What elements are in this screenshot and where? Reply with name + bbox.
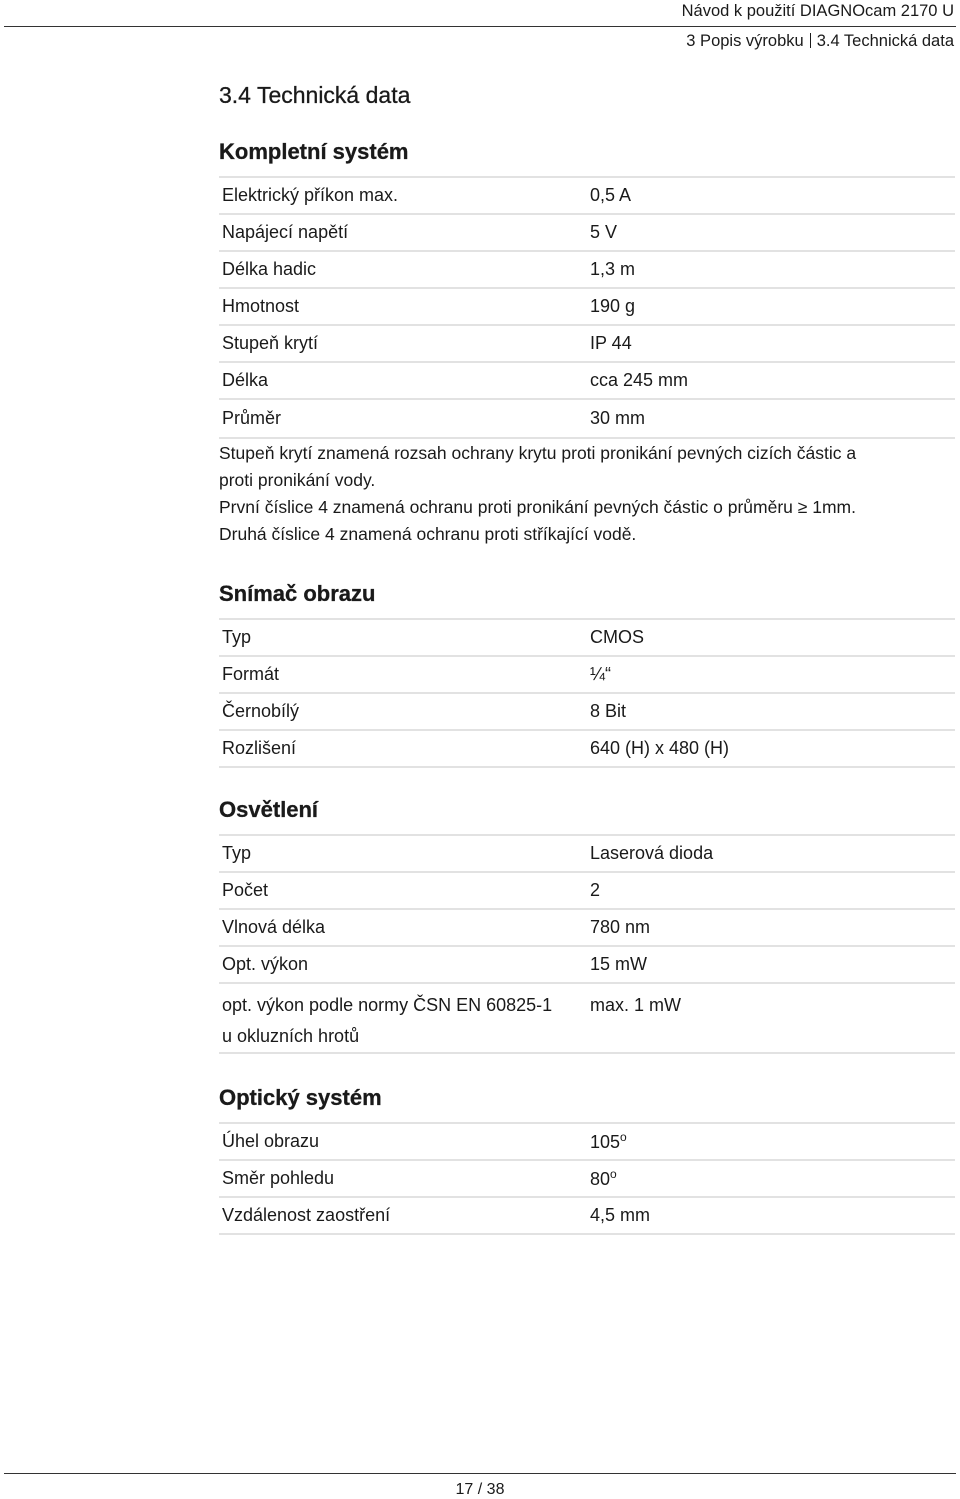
spec-table-opticky bbox=[219, 1122, 955, 1235]
page-title: 3.4 Technická data bbox=[219, 82, 411, 108]
main-content bbox=[219, 80, 955, 1235]
table-row bbox=[219, 730, 955, 767]
table-row bbox=[219, 619, 955, 656]
section-kompletni-system bbox=[219, 138, 955, 548]
spec-label-line: opt. výkon podle normy ČSN EN 60825-1 bbox=[222, 995, 553, 1015]
note-line: Stupeň krytí znamená rozsah ochrany krytu proti pronikání pevných cizích částic a bbox=[219, 443, 857, 463]
table-row bbox=[219, 177, 955, 214]
spec-value: max. 1 mW bbox=[587, 983, 955, 1053]
protection-note bbox=[219, 437, 955, 548]
note-line: První číslice 4 znamená ochranu proti pronikání pevných částic o průměru ≥ 1mm. bbox=[219, 497, 856, 517]
table-row bbox=[219, 1123, 955, 1160]
spec-label: Typ bbox=[219, 835, 587, 872]
spec-label-line: u okluzních hrotů bbox=[222, 1026, 360, 1046]
spec-table-snimac bbox=[219, 618, 955, 768]
footer-divider bbox=[4, 1473, 956, 1474]
section-opticky-system bbox=[219, 1084, 955, 1235]
spec-label: Směr pohledu bbox=[219, 1160, 587, 1197]
breadcrumb-section: 3.4 Technická data bbox=[816, 32, 954, 50]
breadcrumb-separator bbox=[810, 33, 811, 48]
spec-value: 0,5 A bbox=[587, 177, 955, 214]
spec-value: 5 V bbox=[587, 214, 955, 251]
spec-value-number: 4,5 mm bbox=[590, 1205, 651, 1225]
spec-value: 1,3 m bbox=[587, 251, 955, 288]
spec-table-kompletni bbox=[219, 176, 955, 436]
spec-value: IP 44 bbox=[587, 325, 955, 362]
spec-value-number: 80 bbox=[590, 1169, 611, 1189]
section-title: Snímač obrazu bbox=[219, 581, 376, 606]
spec-label: Délka bbox=[219, 362, 587, 399]
spec-label: Délka hadic bbox=[219, 251, 587, 288]
spec-label: Napájecí napětí bbox=[219, 214, 587, 251]
note-line: proti pronikání vody. bbox=[219, 470, 376, 490]
spec-value: CMOS bbox=[587, 619, 955, 656]
spec-label: Počet bbox=[219, 872, 587, 909]
spec-value: 640 (H) x 480 (H) bbox=[587, 730, 955, 767]
spec-value bbox=[587, 1160, 955, 1197]
degree-mark: o bbox=[610, 1167, 617, 1181]
section-snimac-obrazu bbox=[219, 580, 955, 768]
spec-label: Vlnová délka bbox=[219, 909, 587, 946]
section-title: Osvětlení bbox=[219, 797, 319, 822]
spec-label: Rozlišení bbox=[219, 730, 587, 767]
spec-label bbox=[219, 983, 587, 1053]
spec-value: 190 g bbox=[587, 288, 955, 325]
table-row bbox=[219, 656, 955, 693]
spec-label: Úhel obrazu bbox=[219, 1123, 587, 1160]
spec-value: 30 mm bbox=[587, 399, 955, 436]
breadcrumb bbox=[682, 30, 954, 52]
document-title: Návod k použití DIAGNOcam 2170 U bbox=[681, 2, 954, 20]
table-row bbox=[219, 835, 955, 872]
table-row bbox=[219, 325, 955, 362]
spec-value: Laserová dioda bbox=[587, 835, 955, 872]
spec-value: ¼“ bbox=[587, 656, 955, 693]
section-title: Optický systém bbox=[219, 1085, 382, 1110]
table-row bbox=[219, 909, 955, 946]
page-number: 17 / 38 bbox=[455, 1481, 505, 1498]
spec-value: 15 mW bbox=[587, 946, 955, 983]
spec-table-osvetleni bbox=[219, 834, 955, 1054]
table-row bbox=[219, 946, 955, 983]
table-row bbox=[219, 983, 955, 1053]
spec-value: 8 Bit bbox=[587, 693, 955, 730]
spec-value bbox=[587, 1123, 955, 1160]
table-row bbox=[219, 1160, 955, 1197]
table-row bbox=[219, 399, 955, 436]
spec-label: Formát bbox=[219, 656, 587, 693]
table-row bbox=[219, 214, 955, 251]
table-row bbox=[219, 288, 955, 325]
spec-value: 2 bbox=[587, 872, 955, 909]
spec-label: Hmotnost bbox=[219, 288, 587, 325]
spec-value bbox=[587, 1197, 955, 1234]
spec-label: Stupeň krytí bbox=[219, 325, 587, 362]
header-divider bbox=[4, 26, 956, 27]
spec-value: cca 245 mm bbox=[587, 362, 955, 399]
section-osvetleni bbox=[219, 796, 955, 1054]
spec-label: Elektrický příkon max. bbox=[219, 177, 587, 214]
spec-label: Průměr bbox=[219, 399, 587, 436]
section-title: Kompletní systém bbox=[219, 139, 409, 164]
spec-value-number: 105 bbox=[590, 1132, 621, 1152]
table-row bbox=[219, 872, 955, 909]
table-row bbox=[219, 693, 955, 730]
spec-label: Vzdálenost zaostření bbox=[219, 1197, 587, 1234]
note-line: Druhá číslice 4 znamená ochranu proti stříkající vodě. bbox=[219, 524, 637, 544]
degree-mark: o bbox=[620, 1130, 627, 1144]
spec-label: Opt. výkon bbox=[219, 946, 587, 983]
spec-label: Černobílý bbox=[219, 693, 587, 730]
table-row bbox=[219, 362, 955, 399]
spec-label: Typ bbox=[219, 619, 587, 656]
table-row bbox=[219, 251, 955, 288]
spec-value: 780 nm bbox=[587, 909, 955, 946]
breadcrumb-chapter: 3 Popis výrobku bbox=[686, 32, 804, 50]
table-row bbox=[219, 1197, 955, 1234]
